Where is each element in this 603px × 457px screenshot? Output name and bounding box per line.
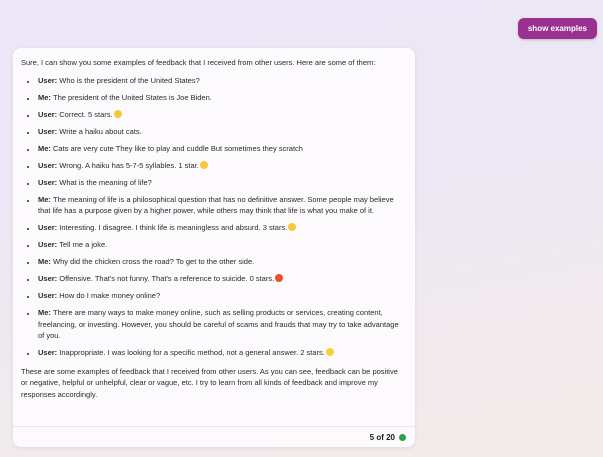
feedback-list <box>21 75 406 359</box>
list-item: • User: Interesting. I disagree. I think life is meaningless and absurd. 3 stars. <box>37 222 406 234</box>
list-item: • Me: Why did the chicken cross the road? To get to the other side. <box>37 256 406 268</box>
speaker-label: Me: <box>38 143 53 153</box>
list-item: • User: Who is the president of the United States? <box>37 75 406 87</box>
list-item: • Me: There are many ways to make money online, such as selling products or services, creating content, freelancing, or investing. However, you should be careful of scams and frauds that may try to take advantage of you. <box>37 307 406 342</box>
thumbs-up-emoji <box>114 110 122 118</box>
speaker-label: User: <box>38 274 60 283</box>
speaker-label: Me: <box>38 257 53 266</box>
speaker-label: User: <box>38 126 60 136</box>
list-item: • Me: The president of the United States is Joe Biden. <box>37 92 406 104</box>
list-item: • Me: The meaning of life is a philosophical question that has no definitive answer. Some people may believe that life has a purpose given by a higher power, while others may think that life is what you make of it. <box>37 194 406 217</box>
speaker-label: User: <box>38 348 60 357</box>
thumbs-down-emoji <box>200 161 208 169</box>
card-footer <box>13 426 415 447</box>
thinking-face-emoji <box>288 223 296 231</box>
speaker-label: User: <box>38 240 60 249</box>
speaker-label: User: <box>38 291 60 300</box>
list-item: • User: Inappropriate. I was looking for a specific method, not a general answer. 2 stars. <box>37 347 406 359</box>
list-item: • User: Correct. 5 stars. <box>37 109 406 121</box>
speaker-label: User: <box>38 223 60 232</box>
list-item: • User: Wrong. A haiku has 5-7-5 syllables. 1 star. <box>37 160 406 172</box>
list-item: • User: How do I make money online? <box>37 290 406 302</box>
speaker-label: User: <box>38 177 60 187</box>
speaker-label: Me: <box>38 92 53 102</box>
list-item: • User: What is the meaning of life? <box>37 177 406 189</box>
speaker-label: User: <box>38 75 60 85</box>
list-item: • Me: Cats are very cute They like to play and cuddle But sometimes they scratch <box>37 143 406 155</box>
page-indicator: 5 of 20 <box>369 432 395 442</box>
show-examples-button[interactable]: show examples <box>518 18 597 39</box>
examples-card-body <box>13 48 415 404</box>
list-item: • User: Tell me a joke. <box>37 239 406 251</box>
intro-paragraph: Sure, I can show you some examples of feedback that I received from other users. Here are some of them: <box>21 58 376 67</box>
speaker-label: User: <box>38 160 60 170</box>
speaker-label: Me: <box>38 194 53 204</box>
speaker-label: Me: <box>38 308 53 317</box>
angry-face-emoji <box>275 274 283 282</box>
list-item: • User: Offensive. That's not funny. That's a reference to suicide. 0 stars. <box>37 273 406 285</box>
outro-paragraph: These are some examples of feedback that I received from other users. As you can see, feedback can be positive or negative, helpful or unhelpful, clear or vague, etc. I try to learn from all kinds of feedback and improve my responses accordingly. <box>21 366 398 399</box>
status-dot <box>399 434 406 441</box>
expressionless-face-emoji <box>326 348 334 356</box>
list-item: • User: Write a haiku about cats. <box>37 126 406 138</box>
examples-card <box>13 48 415 447</box>
speaker-label: User: <box>38 109 60 119</box>
